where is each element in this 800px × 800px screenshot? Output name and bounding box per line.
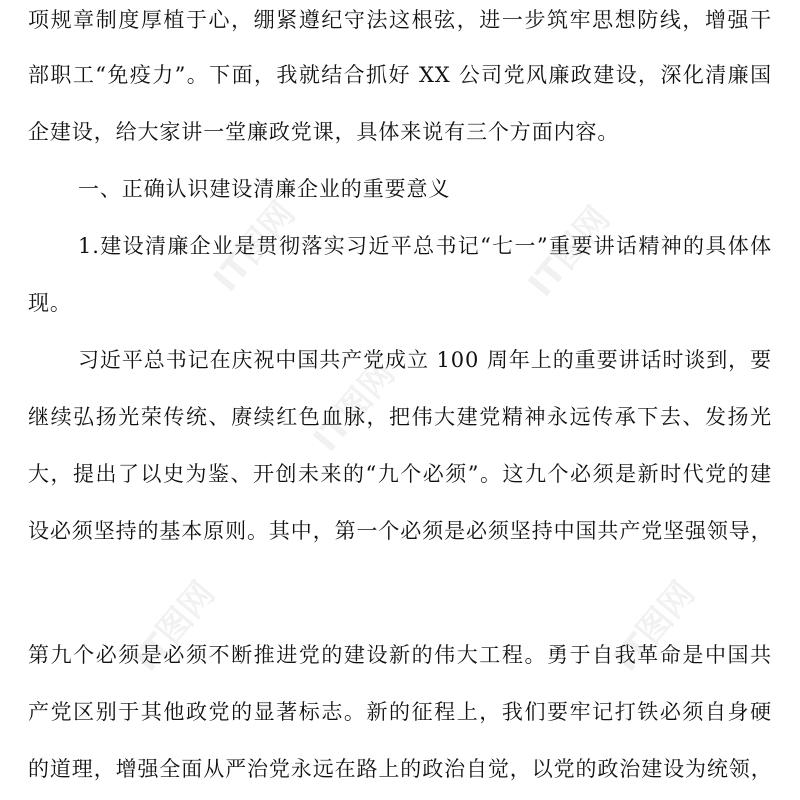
watermark: IT图网 bbox=[605, 574, 704, 680]
watermark: IT图网 bbox=[520, 199, 619, 305]
watermark: IT图网 bbox=[125, 574, 224, 680]
subheading-line: 1.建设清廉企业是贯彻落实习近平总书记“七一”重要讲话精神的具体体 bbox=[78, 234, 772, 258]
paragraph-line: 大，提出了以史为鉴、开创未来的“九个必须”。这九个必须是新时代党的建 bbox=[28, 462, 772, 486]
paragraph-line: 产党区别于其他政党的显著标志。新的征程上，我们要牢记打铁必须自身硬 bbox=[28, 700, 772, 724]
paragraph-line: 项规章制度厚植于心，绷紧遵纪守法这根弦，进一步筑牢思想防线，增强干 bbox=[28, 8, 772, 32]
paragraph-line: 的道理，增强全面从严治党永远在路上的政治自觉，以党的政治建设为统领， bbox=[28, 757, 773, 781]
paragraph-line: 企建设，给大家讲一堂廉政党课，具体来说有三个方面内容。 bbox=[28, 120, 620, 144]
watermark: IT图网 bbox=[305, 354, 404, 460]
paragraph-line: 部职工“免疫力”。下面，我就结合抓好 XX 公司党风廉政建设，深化清廉国 bbox=[28, 63, 772, 87]
watermark: IT图网 bbox=[205, 194, 304, 300]
paragraph-line: 习近平总书记在庆祝中国共产党成立 100 周年上的重要讲话时谈到，要 bbox=[78, 348, 772, 372]
paragraph-line: 第九个必须是必须不断推进党的建设新的伟大工程。勇于自我革命是中国共 bbox=[28, 643, 772, 667]
paragraph-line: 设必须坚持的基本原则。其中，第一个必须是必须坚持中国共产党坚强领导， bbox=[28, 519, 773, 543]
paragraph-line: 继续弘扬光荣传统、赓续红色血脉，把伟大建党精神永远传承下去、发扬光 bbox=[28, 405, 772, 429]
subheading-line: 现。 bbox=[28, 291, 72, 315]
section-heading: 一、正确认识建设清廉企业的重要意义 bbox=[78, 177, 451, 201]
